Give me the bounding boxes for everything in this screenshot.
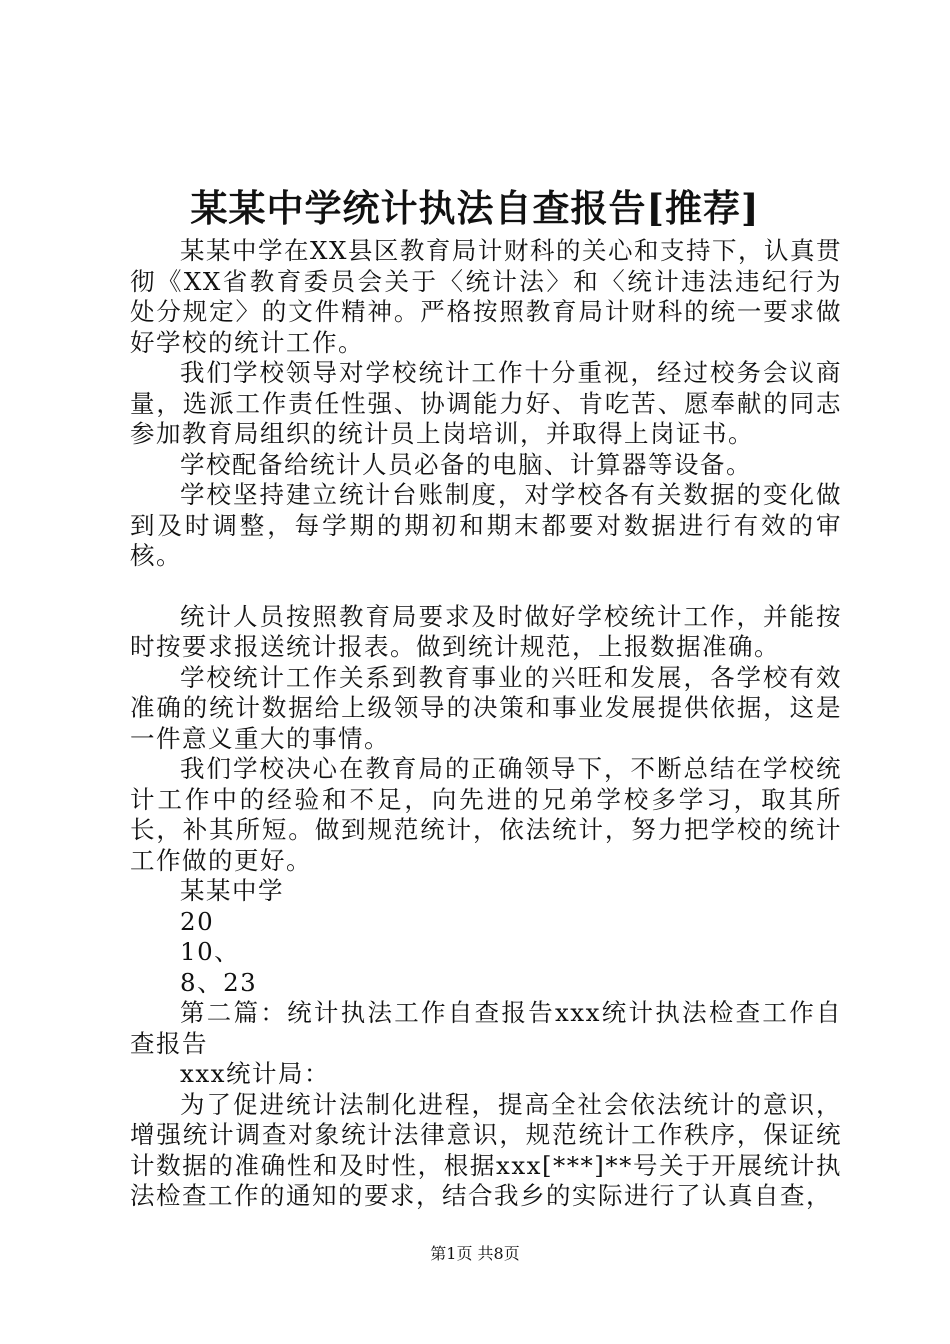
date-line: 20 (180, 906, 215, 936)
paragraph: 统计人员按照教育局要求及时做好学校统计工作，并能按时按要求报送统计报表。做到统计规范，上报数据准确。 (130, 601, 842, 661)
document-title: 某某中学统计执法自查报告[推荐] (190, 186, 760, 230)
section-heading: 第二篇：统计执法工作自查报告xxx统计执法检查工作自查报告 (130, 998, 842, 1058)
paragraph: 学校坚持建立统计台账制度，对学校各有关数据的变化做到及时调整，每学期的期初和期末都要对数据进行有效的审核。 (130, 480, 842, 570)
salutation: xxx统计局： (180, 1059, 330, 1088)
paragraph: 为了促进统计法制化进程，提高全社会依法统计的意识，增强统计调查对象统计法律意识，规范统计工作秩序，保证统计数据的准确性和及时性，根据xxx[***]**号关于开展统计执法检查工作的通知的要求，结合我乡的实际进行了认真自查， (130, 1089, 842, 1210)
page-footer: 第1页 共8页 (430, 1244, 520, 1263)
paragraph: 我们学校领导对学校统计工作十分重视，经过校务会议商量，选派工作责任性强、协调能力好、肯吃苦、愿奉献的同志参加教育局组织的统计员上岗培训，并取得上岗证书。 (130, 358, 842, 448)
signature-school: 某某中学 (180, 876, 284, 905)
document-body (130, 236, 842, 1212)
paragraph: 学校统计工作关系到教育事业的兴旺和发展，各学校有效准确的统计数据给上级领导的决策和事业发展提供依据，这是一件意义重大的事情。 (130, 662, 842, 753)
paragraph: 某某中学在XX县区教育局计财科的关心和支持下，认真贯彻《XX省教育委员会关于〈统计法〉和〈统计违法违纪行为处分规定〉的文件精神。严格按照教育局计财科的统一要求做好学校的统计工作。 (130, 236, 842, 357)
date-line: 8、23 (180, 967, 258, 997)
date-line: 10、 (180, 937, 241, 966)
paragraph: 我们学校决心在教育局的正确领导下，不断总结在学校统计工作中的经验和不足，向先进的兄弟学校多学习，取其所长，补其所短。做到规范统计，依法统计，努力把学校的统计工作做的更好。 (130, 754, 842, 875)
paragraph: 学校配备给统计人员必备的电脑、计算器等设备。 (180, 449, 752, 479)
